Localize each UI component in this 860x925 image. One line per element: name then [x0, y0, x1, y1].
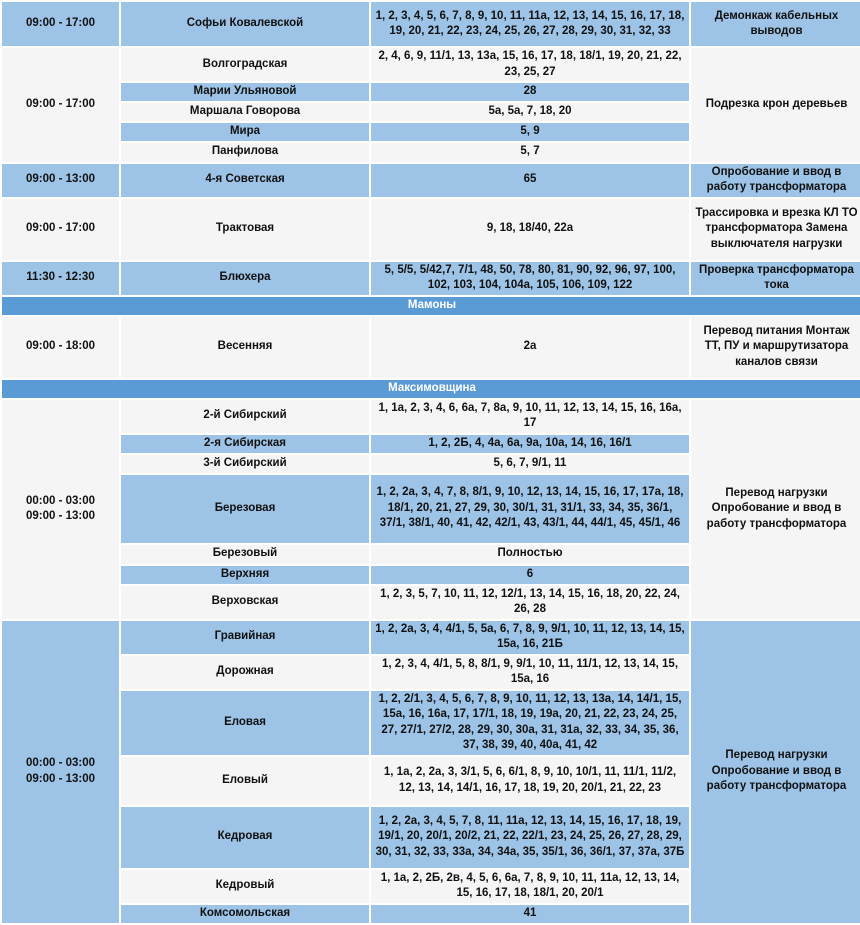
street-cell: Комсомольская	[121, 905, 369, 923]
houses-cell: 5, 5/5, 5/42,7, 7/1, 48, 50, 78, 80, 81, 90, 92, 96, 97, 100, 102, 103, 104, 104а, 105, 106, 109, 122	[371, 262, 689, 295]
time-cell: 00:00 - 03:00 09:00 - 13:00	[2, 621, 119, 923]
work-type-cell: Демонкаж кабельных выводов	[691, 2, 860, 46]
table-row	[2, 621, 860, 654]
time-cell: 09:00 - 18:00	[2, 317, 119, 378]
table-row	[2, 262, 860, 295]
houses-cell: 5а, 5а, 7, 18, 20	[371, 103, 689, 121]
section-row	[2, 380, 860, 398]
houses-cell: 65	[371, 164, 689, 197]
table-row	[2, 2, 860, 46]
street-cell: Березовый	[121, 545, 369, 564]
work-type-cell: Опробование и ввод в работу трансформатора	[691, 164, 860, 197]
time-cell: 11:30 - 12:30	[2, 262, 119, 295]
houses-cell: 1, 2, 2Б, 4, 4а, 6а, 9а, 10а, 14, 16, 16/1	[371, 435, 689, 453]
section-title: Мамоны	[2, 297, 860, 315]
table-row	[2, 317, 860, 378]
section-title: Максимовщина	[2, 380, 860, 398]
houses-cell: 1, 2, 2а, 3, 4, 4/1, 5, 5а, 6, 7, 8, 9, 9/1, 10, 11, 12, 13, 14, 15, 15а, 16, 21Б	[371, 621, 689, 654]
street-cell: Трактовая	[121, 199, 369, 260]
houses-cell: 9, 18, 18/40, 22а	[371, 199, 689, 260]
street-cell: Еловая	[121, 691, 369, 755]
houses-cell: 1, 2, 2/1, 3, 4, 5, 6, 7, 8, 9, 10, 11, 12, 13, 13а, 14, 14/1, 15, 15а, 16, 16а, 17, 17/1, 18, 19, 19а, 20, 21, 22, 23, 24, 25, 27, 27/1, 27/2, 28, 29, 30, 30а, 31, 31а, 32, 33, 34, 35, 36, 37, 38, 39, 40, 40а, 41, 42	[371, 691, 689, 755]
street-cell: 2-й Сибирский	[121, 400, 369, 433]
street-cell: Верхняя	[121, 566, 369, 584]
street-cell: Кедровая	[121, 807, 369, 868]
street-cell: Блюхера	[121, 262, 369, 295]
street-cell: 4-я Советская	[121, 164, 369, 197]
table-row	[2, 164, 860, 197]
houses-cell: 2а	[371, 317, 689, 378]
street-cell: Березовая	[121, 475, 369, 543]
time-cell: 09:00 - 17:00	[2, 48, 119, 162]
street-cell: Верховская	[121, 586, 369, 619]
time-cell: 09:00 - 17:00	[2, 199, 119, 260]
houses-cell: Полностью	[371, 545, 689, 564]
time-cell: 00:00 - 03:00 09:00 - 13:00	[2, 400, 119, 619]
street-cell: Волгоградская	[121, 48, 369, 81]
houses-cell: 1, 2, 3, 4, 5, 6, 7, 8, 9, 10, 11, 11а, 12, 13, 14, 15, 16, 17, 18, 19, 20, 21, 22, 23, 24, 25, 26, 27, 28, 29, 30, 31, 32, 33	[371, 2, 689, 46]
street-cell: Софьи Ковалевской	[121, 2, 369, 46]
houses-cell: 1, 1а, 2, 2а, 3, 3/1, 5, 6, 6/1, 8, 9, 10, 10/1, 11, 11/1, 11/2, 12, 13, 14, 14/1, 16, 17, 18, 19, 20, 20/1, 21, 22, 23	[371, 757, 689, 805]
section-row	[2, 297, 860, 315]
street-cell: Панфилова	[121, 143, 369, 162]
street-cell: Еловый	[121, 757, 369, 805]
time-cell: 09:00 - 17:00	[2, 2, 119, 46]
work-type-cell: Перевод нагрузки Опробование и ввод в работу трансформатора	[691, 400, 860, 619]
houses-cell: 1, 2, 2а, 3, 4, 5, 7, 8, 11, 11а, 12, 13, 14, 15, 16, 17, 18, 19, 19/1, 20, 20/1, 20/2, 21, 22, 22/1, 23, 24, 25, 26, 27, 28, 29, 30, 31, 32, 33, 33а, 34, 34а, 35, 35/1, 36, 36/1, 37, 37а, 37Б	[371, 807, 689, 868]
houses-cell: 5, 6, 7, 9/1, 11	[371, 455, 689, 473]
work-type-cell: Перевод питания Монтаж ТТ, ПУ и маршрутизатора каналов связи	[691, 317, 860, 378]
houses-cell: 2, 4, 6, 9, 11/1, 13, 13а, 15, 16, 17, 18, 18/1, 19, 20, 21, 22, 23, 25, 27	[371, 48, 689, 81]
street-cell: Маршала Говорова	[121, 103, 369, 121]
work-type-cell: Подрезка крон деревьев	[691, 48, 860, 162]
street-cell: Марии Ульяновой	[121, 83, 369, 101]
street-cell: Дорожная	[121, 656, 369, 689]
houses-cell: 41	[371, 905, 689, 923]
street-cell: 2-я Сибирская	[121, 435, 369, 453]
houses-cell: 28	[371, 83, 689, 101]
houses-cell: 5, 9	[371, 123, 689, 141]
table-row	[2, 400, 860, 433]
houses-cell: 1, 1а, 2, 3, 4, 6, 6а, 7, 8а, 9, 10, 11, 12, 13, 14, 15, 16, 16а, 17	[371, 400, 689, 433]
table-row	[2, 48, 860, 81]
houses-cell: 5, 7	[371, 143, 689, 162]
work-type-cell: Проверка трансформатора тока	[691, 262, 860, 295]
houses-cell: 6	[371, 566, 689, 584]
street-cell: Мира	[121, 123, 369, 141]
houses-cell: 1, 1а, 2, 2Б, 2в, 4, 5, 6, 6а, 7, 8, 9, 10, 11, 11а, 12, 13, 14, 15, 16, 17, 18, 18/1, 20, 20/1	[371, 870, 689, 903]
houses-cell: 1, 2, 3, 5, 7, 10, 11, 12, 12/1, 13, 14, 15, 16, 18, 20, 22, 24, 26, 28	[371, 586, 689, 619]
street-cell: Гравийная	[121, 621, 369, 654]
time-cell: 09:00 - 13:00	[2, 164, 119, 197]
street-cell: 3-й Сибирский	[121, 455, 369, 473]
street-cell: Кедровый	[121, 870, 369, 903]
work-type-cell: Трассировка и врезка КЛ ТО трансформатора Замена выключателя нагрузки	[691, 199, 860, 260]
work-type-cell: Перевод нагрузки Опробование и ввод в работу трансформатора	[691, 621, 860, 923]
houses-cell: 1, 2, 2а, 3, 4, 7, 8, 8/1, 9, 10, 12, 13, 14, 15, 16, 17, 17а, 18, 18/1, 20, 21, 27, 29, 30, 30/1, 31, 31/1, 33, 34, 35, 36/1, 37/1, 38/1, 40, 41, 42, 42/1, 43, 43/1, 44, 44/1, 45, 45/1, 46	[371, 475, 689, 543]
street-cell: Весенняя	[121, 317, 369, 378]
table-row	[2, 199, 860, 260]
houses-cell: 1, 2, 3, 4, 4/1, 5, 8, 8/1, 9, 9/1, 10, 11, 11/1, 12, 13, 14, 15, 15а, 16	[371, 656, 689, 689]
